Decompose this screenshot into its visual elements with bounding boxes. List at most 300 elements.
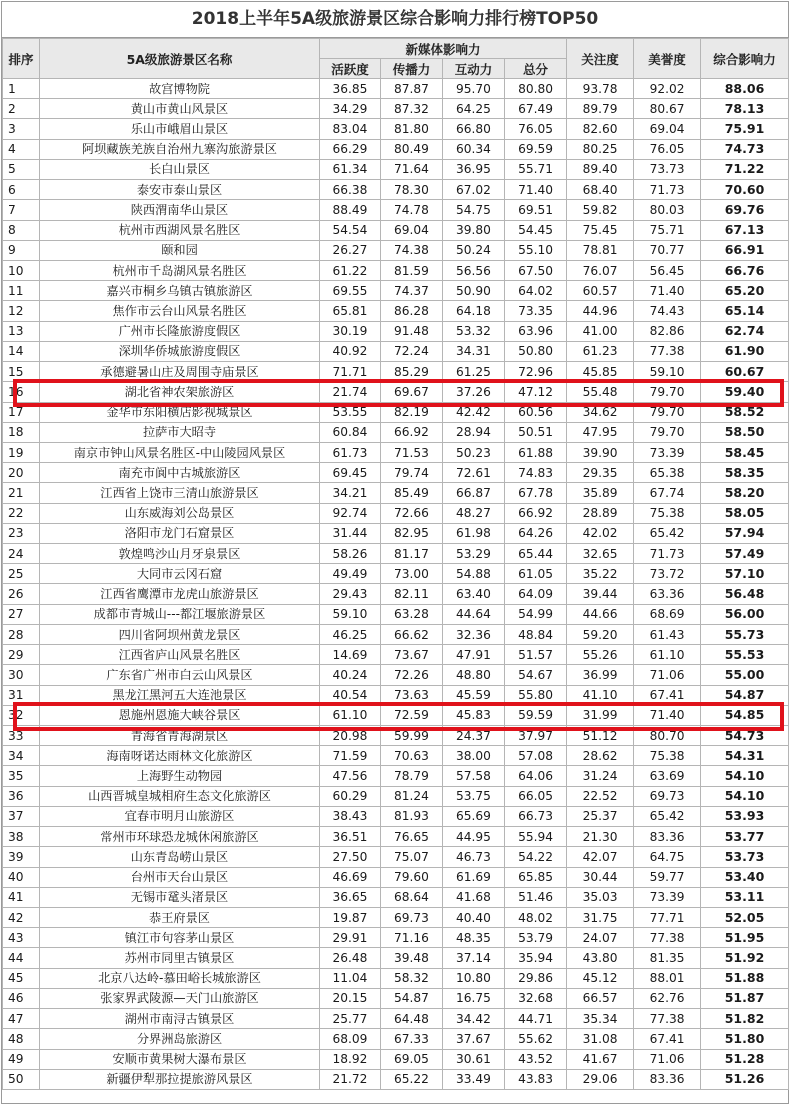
name-cell: 成都市青城山---都江堰旅游景区: [40, 604, 320, 624]
reputation-cell: 79.70: [634, 422, 701, 442]
total-cell: 54.99: [505, 604, 567, 624]
attention-cell: 61.23: [567, 341, 634, 361]
activity-cell: 61.73: [320, 442, 381, 462]
attention-cell: 60.57: [567, 281, 634, 301]
table-row: [3, 928, 789, 948]
interaction-cell: 65.69: [443, 806, 505, 826]
table-row: [3, 948, 789, 968]
name-cell: 故宫博物院: [40, 79, 320, 99]
interaction-cell: 30.61: [443, 1049, 505, 1069]
spread-cell: 73.63: [381, 685, 443, 705]
activity-cell: 30.19: [320, 321, 381, 341]
interaction-cell: 57.58: [443, 766, 505, 786]
interaction-cell: 63.40: [443, 584, 505, 604]
total-cell: 72.96: [505, 362, 567, 382]
spread-cell: 82.11: [381, 584, 443, 604]
rank-cell: 14: [3, 341, 40, 361]
total-cell: 63.96: [505, 321, 567, 341]
interaction-cell: 37.67: [443, 1029, 505, 1049]
rank-cell: 4: [3, 139, 40, 159]
overall-cell: 58.50: [701, 422, 789, 442]
overall-cell: 67.13: [701, 220, 789, 240]
interaction-cell: 44.95: [443, 827, 505, 847]
name-cell: 分界洲岛旅游区: [40, 1029, 320, 1049]
spread-cell: 69.05: [381, 1049, 443, 1069]
interaction-cell: 32.36: [443, 624, 505, 644]
rank-cell: 34: [3, 746, 40, 766]
name-cell: 承德避暑山庄及周围寺庙景区: [40, 362, 320, 382]
interaction-cell: 34.42: [443, 1009, 505, 1029]
activity-cell: 34.29: [320, 99, 381, 119]
activity-cell: 27.50: [320, 847, 381, 867]
activity-cell: 61.34: [320, 159, 381, 179]
overall-cell: 75.91: [701, 119, 789, 139]
reputation-cell: 83.36: [634, 827, 701, 847]
spread-cell: 59.99: [381, 726, 443, 746]
spread-cell: 68.64: [381, 887, 443, 907]
table-row: [3, 281, 789, 301]
attention-cell: 76.07: [567, 260, 634, 280]
table-row: [3, 1049, 789, 1069]
reputation-cell: 59.77: [634, 867, 701, 887]
name-cell: 南京市钟山风景名胜区-中山陵园风景区: [40, 442, 320, 462]
reputation-cell: 67.41: [634, 685, 701, 705]
rank-cell: 10: [3, 260, 40, 280]
spread-cell: 87.87: [381, 79, 443, 99]
total-cell: 61.05: [505, 564, 567, 584]
overall-cell: 56.00: [701, 604, 789, 624]
overall-cell: 62.74: [701, 321, 789, 341]
reputation-cell: 71.06: [634, 1049, 701, 1069]
spread-cell: 85.29: [381, 362, 443, 382]
reputation-cell: 77.38: [634, 341, 701, 361]
spread-cell: 73.67: [381, 645, 443, 665]
attention-cell: 35.22: [567, 564, 634, 584]
overall-cell: 58.35: [701, 463, 789, 483]
attention-cell: 35.89: [567, 483, 634, 503]
spread-cell: 71.64: [381, 159, 443, 179]
name-cell: 江西省鹰潭市龙虎山旅游景区: [40, 584, 320, 604]
overall-cell: 54.31: [701, 746, 789, 766]
rank-cell: 38: [3, 827, 40, 847]
name-cell: 黄山市黄山风景区: [40, 99, 320, 119]
name-cell: 阿坝藏族羌族自治州九寨沟旅游景区: [40, 139, 320, 159]
name-cell: 拉萨市大昭寺: [40, 422, 320, 442]
table-row: [3, 968, 789, 988]
total-cell: 74.83: [505, 463, 567, 483]
table-row: [3, 523, 789, 543]
header-spread: 传播力: [381, 59, 443, 79]
interaction-cell: 45.83: [443, 705, 505, 725]
table-row: [3, 362, 789, 382]
rank-cell: 5: [3, 159, 40, 179]
total-cell: 64.09: [505, 584, 567, 604]
attention-cell: 35.34: [567, 1009, 634, 1029]
header-attention: 关注度: [567, 39, 634, 79]
attention-cell: 41.00: [567, 321, 634, 341]
activity-cell: 36.85: [320, 79, 381, 99]
overall-cell: 65.20: [701, 281, 789, 301]
table-row: [3, 180, 789, 200]
table-row: [3, 503, 789, 523]
attention-cell: 59.20: [567, 624, 634, 644]
spread-cell: 71.53: [381, 442, 443, 462]
table-row: [3, 604, 789, 624]
spread-cell: 73.00: [381, 564, 443, 584]
attention-cell: 93.78: [567, 79, 634, 99]
reputation-cell: 65.42: [634, 523, 701, 543]
ranking-sheet: [1, 1, 789, 1104]
name-cell: 无锡市鼋头渚景区: [40, 887, 320, 907]
spread-cell: 75.07: [381, 847, 443, 867]
reputation-cell: 71.73: [634, 544, 701, 564]
ranking-table: [2, 38, 789, 1090]
rank-cell: 18: [3, 422, 40, 442]
rank-cell: 50: [3, 1069, 40, 1089]
name-cell: 新疆伊犁那拉提旅游风景区: [40, 1069, 320, 1089]
rank-cell: 42: [3, 907, 40, 927]
rank-cell: 47: [3, 1009, 40, 1029]
overall-cell: 55.73: [701, 624, 789, 644]
header-overall: 综合影响力: [701, 39, 789, 79]
total-cell: 29.86: [505, 968, 567, 988]
name-cell: 海南呀诺达雨林文化旅游区: [40, 746, 320, 766]
total-cell: 71.40: [505, 180, 567, 200]
interaction-cell: 48.35: [443, 928, 505, 948]
rank-cell: 11: [3, 281, 40, 301]
activity-cell: 61.22: [320, 260, 381, 280]
attention-cell: 45.12: [567, 968, 634, 988]
header-new-media: 新媒体影响力: [320, 39, 567, 59]
table-row: [3, 220, 789, 240]
table-row: [3, 422, 789, 442]
spread-cell: 76.65: [381, 827, 443, 847]
spread-cell: 78.30: [381, 180, 443, 200]
header-reputation: 美誉度: [634, 39, 701, 79]
rank-cell: 7: [3, 200, 40, 220]
spread-cell: 74.37: [381, 281, 443, 301]
interaction-cell: 10.80: [443, 968, 505, 988]
table-row: [3, 766, 789, 786]
total-cell: 67.50: [505, 260, 567, 280]
total-cell: 50.80: [505, 341, 567, 361]
table-row: [3, 260, 789, 280]
table-row: [3, 705, 789, 725]
table-row: [3, 544, 789, 564]
name-cell: 张家界武陵源—天门山旅游区: [40, 988, 320, 1008]
table-row: [3, 1009, 789, 1029]
table-row: [3, 685, 789, 705]
attention-cell: 55.48: [567, 382, 634, 402]
activity-cell: 53.55: [320, 402, 381, 422]
overall-cell: 53.93: [701, 806, 789, 826]
attention-cell: 75.45: [567, 220, 634, 240]
total-cell: 54.67: [505, 665, 567, 685]
page-title: 2018上半年5A级旅游景区综合影响力排行榜TOP50: [2, 2, 788, 38]
activity-cell: 69.55: [320, 281, 381, 301]
total-cell: 51.57: [505, 645, 567, 665]
overall-cell: 51.87: [701, 988, 789, 1008]
total-cell: 80.80: [505, 79, 567, 99]
attention-cell: 22.52: [567, 786, 634, 806]
total-cell: 55.94: [505, 827, 567, 847]
spread-cell: 72.59: [381, 705, 443, 725]
attention-cell: 31.08: [567, 1029, 634, 1049]
rank-cell: 35: [3, 766, 40, 786]
spread-cell: 91.48: [381, 321, 443, 341]
overall-cell: 66.91: [701, 240, 789, 260]
name-cell: 金华市东阳横店影视城景区: [40, 402, 320, 422]
rank-cell: 2: [3, 99, 40, 119]
attention-cell: 28.62: [567, 746, 634, 766]
total-cell: 43.83: [505, 1069, 567, 1089]
overall-cell: 53.11: [701, 887, 789, 907]
reputation-cell: 75.38: [634, 746, 701, 766]
reputation-cell: 69.73: [634, 786, 701, 806]
overall-cell: 54.87: [701, 685, 789, 705]
total-cell: 32.68: [505, 988, 567, 1008]
reputation-cell: 80.67: [634, 99, 701, 119]
total-cell: 59.59: [505, 705, 567, 725]
reputation-cell: 77.38: [634, 928, 701, 948]
reputation-cell: 81.35: [634, 948, 701, 968]
total-cell: 66.92: [505, 503, 567, 523]
overall-cell: 53.73: [701, 847, 789, 867]
attention-cell: 28.89: [567, 503, 634, 523]
name-cell: 湖州市南浔古镇景区: [40, 1009, 320, 1029]
table-row: [3, 988, 789, 1008]
rank-cell: 49: [3, 1049, 40, 1069]
rank-cell: 37: [3, 806, 40, 826]
spread-cell: 74.78: [381, 200, 443, 220]
attention-cell: 42.07: [567, 847, 634, 867]
rank-cell: 44: [3, 948, 40, 968]
reputation-cell: 59.10: [634, 362, 701, 382]
rank-cell: 48: [3, 1029, 40, 1049]
attention-cell: 35.03: [567, 887, 634, 907]
interaction-cell: 95.70: [443, 79, 505, 99]
reputation-cell: 61.43: [634, 624, 701, 644]
spread-cell: 70.63: [381, 746, 443, 766]
interaction-cell: 60.34: [443, 139, 505, 159]
table-row: [3, 746, 789, 766]
interaction-cell: 53.29: [443, 544, 505, 564]
name-cell: 长白山景区: [40, 159, 320, 179]
reputation-cell: 71.40: [634, 281, 701, 301]
table-row: [3, 907, 789, 927]
rank-cell: 23: [3, 523, 40, 543]
table-row: [3, 665, 789, 685]
activity-cell: 47.56: [320, 766, 381, 786]
reputation-cell: 76.05: [634, 139, 701, 159]
overall-cell: 69.76: [701, 200, 789, 220]
rank-cell: 24: [3, 544, 40, 564]
spread-cell: 72.66: [381, 503, 443, 523]
reputation-cell: 71.73: [634, 180, 701, 200]
reputation-cell: 70.77: [634, 240, 701, 260]
rank-cell: 28: [3, 624, 40, 644]
total-cell: 64.02: [505, 281, 567, 301]
interaction-cell: 39.80: [443, 220, 505, 240]
interaction-cell: 61.69: [443, 867, 505, 887]
attention-cell: 21.30: [567, 827, 634, 847]
reputation-cell: 74.43: [634, 301, 701, 321]
reputation-cell: 82.86: [634, 321, 701, 341]
table-row: [3, 867, 789, 887]
total-cell: 54.22: [505, 847, 567, 867]
total-cell: 64.06: [505, 766, 567, 786]
name-cell: 陕西渭南华山景区: [40, 200, 320, 220]
table-row: [3, 99, 789, 119]
activity-cell: 25.77: [320, 1009, 381, 1029]
activity-cell: 36.51: [320, 827, 381, 847]
reputation-cell: 73.39: [634, 887, 701, 907]
overall-cell: 78.13: [701, 99, 789, 119]
rank-cell: 21: [3, 483, 40, 503]
total-cell: 47.12: [505, 382, 567, 402]
activity-cell: 59.10: [320, 604, 381, 624]
interaction-cell: 56.56: [443, 260, 505, 280]
activity-cell: 18.92: [320, 1049, 381, 1069]
rank-cell: 45: [3, 968, 40, 988]
attention-cell: 51.12: [567, 726, 634, 746]
interaction-cell: 41.68: [443, 887, 505, 907]
overall-cell: 55.53: [701, 645, 789, 665]
overall-cell: 59.40: [701, 382, 789, 402]
name-cell: 黑龙江黑河五大连池景区: [40, 685, 320, 705]
activity-cell: 92.74: [320, 503, 381, 523]
total-cell: 73.35: [505, 301, 567, 321]
interaction-cell: 61.25: [443, 362, 505, 382]
activity-cell: 60.84: [320, 422, 381, 442]
spread-cell: 39.48: [381, 948, 443, 968]
table-row: [3, 564, 789, 584]
rank-cell: 19: [3, 442, 40, 462]
name-cell: 江西省上饶市三清山旅游景区: [40, 483, 320, 503]
name-cell: 苏州市同里古镇景区: [40, 948, 320, 968]
spread-cell: 87.32: [381, 99, 443, 119]
activity-cell: 31.44: [320, 523, 381, 543]
total-cell: 66.73: [505, 806, 567, 826]
attention-cell: 39.90: [567, 442, 634, 462]
overall-cell: 58.20: [701, 483, 789, 503]
interaction-cell: 37.14: [443, 948, 505, 968]
rank-cell: 46: [3, 988, 40, 1008]
spread-cell: 67.33: [381, 1029, 443, 1049]
reputation-cell: 67.41: [634, 1029, 701, 1049]
table-row: [3, 786, 789, 806]
activity-cell: 60.29: [320, 786, 381, 806]
table-row: [3, 79, 789, 99]
spread-cell: 65.22: [381, 1069, 443, 1089]
reputation-cell: 77.71: [634, 907, 701, 927]
activity-cell: 49.49: [320, 564, 381, 584]
interaction-cell: 50.90: [443, 281, 505, 301]
attention-cell: 44.96: [567, 301, 634, 321]
interaction-cell: 61.98: [443, 523, 505, 543]
rank-cell: 8: [3, 220, 40, 240]
activity-cell: 21.72: [320, 1069, 381, 1089]
reputation-cell: 77.38: [634, 1009, 701, 1029]
table-row: [3, 139, 789, 159]
attention-cell: 43.80: [567, 948, 634, 968]
total-cell: 57.08: [505, 746, 567, 766]
attention-cell: 36.99: [567, 665, 634, 685]
interaction-cell: 50.23: [443, 442, 505, 462]
reputation-cell: 79.70: [634, 382, 701, 402]
overall-cell: 71.22: [701, 159, 789, 179]
spread-cell: 81.80: [381, 119, 443, 139]
table-row: [3, 240, 789, 260]
header-total: 总分: [505, 59, 567, 79]
name-cell: 山东青岛崂山景区: [40, 847, 320, 867]
table-row: [3, 887, 789, 907]
rank-cell: 41: [3, 887, 40, 907]
reputation-cell: 63.69: [634, 766, 701, 786]
overall-cell: 54.10: [701, 786, 789, 806]
attention-cell: 24.07: [567, 928, 634, 948]
table-row: [3, 321, 789, 341]
rank-cell: 17: [3, 402, 40, 422]
reputation-cell: 75.38: [634, 503, 701, 523]
overall-cell: 58.52: [701, 402, 789, 422]
interaction-cell: 38.00: [443, 746, 505, 766]
name-cell: 颐和园: [40, 240, 320, 260]
attention-cell: 68.40: [567, 180, 634, 200]
interaction-cell: 48.80: [443, 665, 505, 685]
spread-cell: 81.17: [381, 544, 443, 564]
interaction-cell: 33.49: [443, 1069, 505, 1089]
reputation-cell: 83.36: [634, 1069, 701, 1089]
table-row: [3, 483, 789, 503]
table-row: [3, 1069, 789, 1089]
reputation-cell: 80.70: [634, 726, 701, 746]
total-cell: 55.71: [505, 159, 567, 179]
activity-cell: 40.54: [320, 685, 381, 705]
total-cell: 44.71: [505, 1009, 567, 1029]
name-cell: 江西省庐山风景名胜区: [40, 645, 320, 665]
attention-cell: 32.65: [567, 544, 634, 564]
interaction-cell: 64.25: [443, 99, 505, 119]
reputation-cell: 79.70: [634, 402, 701, 422]
overall-cell: 54.73: [701, 726, 789, 746]
table-row: [3, 624, 789, 644]
total-cell: 67.78: [505, 483, 567, 503]
name-cell: 常州市环球恐龙城休闲旅游区: [40, 827, 320, 847]
activity-cell: 61.10: [320, 705, 381, 725]
rank-cell: 20: [3, 463, 40, 483]
rank-cell: 3: [3, 119, 40, 139]
name-cell: 洛阳市龙门石窟景区: [40, 523, 320, 543]
name-cell: 台州市天台山景区: [40, 867, 320, 887]
attention-cell: 89.40: [567, 159, 634, 179]
interaction-cell: 37.26: [443, 382, 505, 402]
spread-cell: 81.93: [381, 806, 443, 826]
interaction-cell: 66.80: [443, 119, 505, 139]
total-cell: 55.62: [505, 1029, 567, 1049]
overall-cell: 54.85: [701, 705, 789, 725]
interaction-cell: 48.27: [443, 503, 505, 523]
total-cell: 53.79: [505, 928, 567, 948]
activity-cell: 40.92: [320, 341, 381, 361]
table-row: [3, 301, 789, 321]
name-cell: 大同市云冈石窟: [40, 564, 320, 584]
header-rank: 排序: [3, 39, 40, 79]
activity-cell: 66.29: [320, 139, 381, 159]
interaction-cell: 45.59: [443, 685, 505, 705]
reputation-cell: 88.01: [634, 968, 701, 988]
reputation-cell: 65.42: [634, 806, 701, 826]
